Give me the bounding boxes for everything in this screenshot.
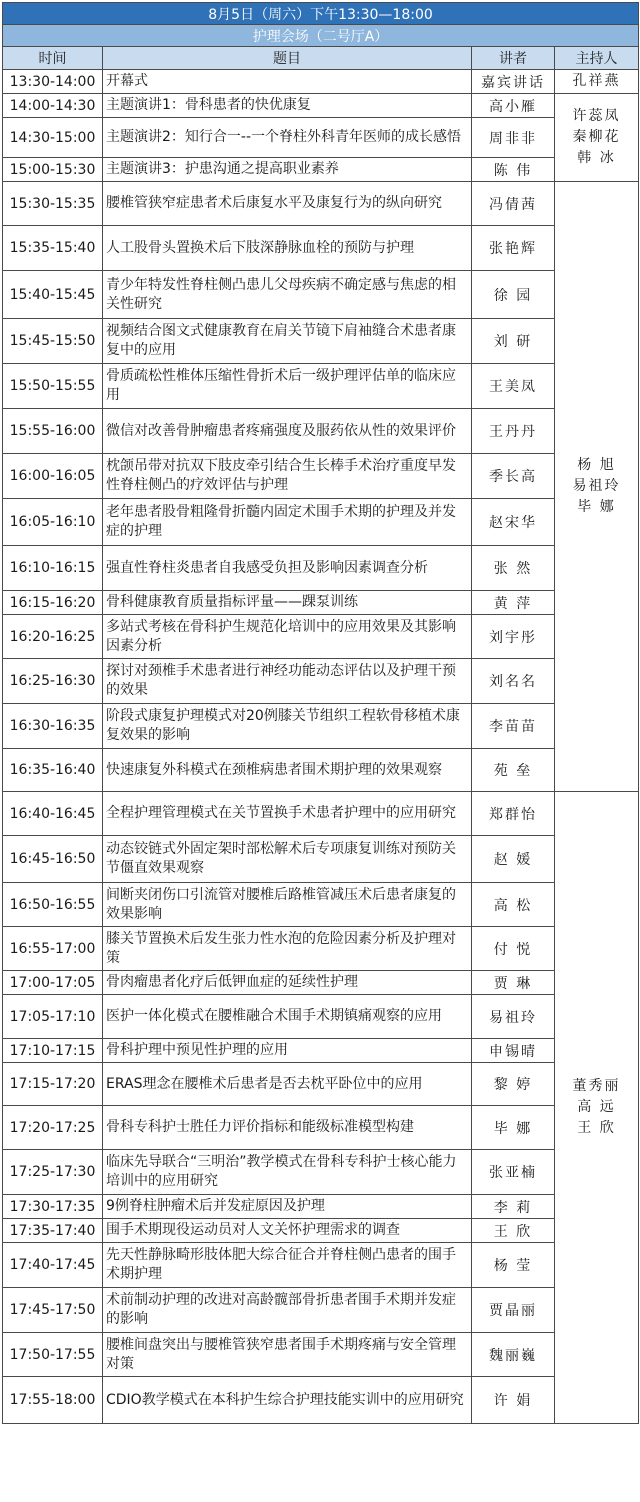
session-topic: 临床先导联合“三明治”教学模式在骨科专科护士核心能力培训中的应用研究	[103, 1150, 472, 1195]
session-topic: 骨科专科护士胜任力评价指标和能级标准模型构建	[103, 1106, 472, 1150]
session-speaker: 赵 媛	[472, 836, 555, 883]
schedule-row	[3, 1106, 639, 1150]
session-time: 13:30-14:00	[3, 70, 103, 94]
session-speaker: 张 然	[472, 546, 555, 591]
session-speaker: 王 欣	[472, 1219, 555, 1243]
schedule-row	[3, 615, 639, 659]
schedule-row	[3, 1063, 639, 1106]
session-time: 15:55-16:00	[3, 409, 103, 454]
session-time: 15:30-15:35	[3, 182, 103, 226]
session-topic: 骨科健康教育质量指标评量——踝泵训练	[103, 591, 472, 615]
session-topic: 9例脊柱肿瘤术后并发症原因及护理	[103, 1195, 472, 1219]
session-time: 17:25-17:30	[3, 1150, 103, 1195]
venue-header-row	[3, 25, 639, 47]
session-speaker: 王美凤	[472, 364, 555, 409]
column-header-speaker: 讲者	[472, 47, 555, 70]
host-name: 高 远	[577, 1099, 616, 1115]
host-name: 董秀丽	[572, 1078, 621, 1094]
session-time: 17:55-18:00	[3, 1377, 103, 1424]
session-topic: 老年患者股骨粗隆骨折髓内固定术围手术期的护理及并发症的护理	[103, 499, 472, 546]
session-speaker: 杨 莹	[472, 1243, 555, 1288]
host-name: 易祖玲	[572, 478, 621, 494]
session-topic: 青少年特发性脊柱侧凸患儿父母疾病不确定感与焦虑的相关性研究	[103, 271, 472, 319]
session-hosts	[555, 182, 639, 792]
session-topic: 腰椎间盘突出与腰椎管狭窄患者围手术期疼痛与安全管理对策	[103, 1333, 472, 1377]
schedule-row	[3, 591, 639, 615]
session-time: 16:30-16:35	[3, 704, 103, 749]
schedule-row	[3, 927, 639, 971]
session-topic: 动态铰链式外固定架时部松解术后专项康复训练对预防关节僵直效果观察	[103, 836, 472, 883]
session-speaker: 张艳辉	[472, 226, 555, 271]
session-speaker: 季长高	[472, 454, 555, 499]
session-time: 15:00-15:30	[3, 158, 103, 182]
session-time: 16:05-16:10	[3, 499, 103, 546]
session-topic: 间断夹闭伤口引流管对腰椎后路椎管减压术后患者康复的效果影响	[103, 883, 472, 927]
session-speaker: 高 松	[472, 883, 555, 927]
session-topic: CDIO教学模式在本科护生综合护理技能实训中的应用研究	[103, 1377, 472, 1424]
session-topic: 腰椎管狭窄症患者术后康复水平及康复行为的纵向研究	[103, 182, 472, 226]
date-header-row	[3, 3, 639, 25]
session-time: 15:35-15:40	[3, 226, 103, 271]
schedule-row	[3, 226, 639, 271]
session-time: 17:35-17:40	[3, 1219, 103, 1243]
schedule-table	[2, 2, 639, 1424]
session-speaker: 陈 伟	[472, 158, 555, 182]
column-header-row	[3, 47, 639, 70]
session-speaker: 冯倩茜	[472, 182, 555, 226]
schedule-row	[3, 546, 639, 591]
session-speaker: 毕 娜	[472, 1106, 555, 1150]
session-speaker: 李 莉	[472, 1195, 555, 1219]
session-time: 16:55-17:00	[3, 927, 103, 971]
schedule-row	[3, 118, 639, 158]
session-topic: 骨科护理中预见性护理的应用	[103, 1039, 472, 1063]
host-name: 韩 冰	[577, 150, 616, 166]
session-topic: 强直性脊柱炎患者自我感受负担及影响因素调查分析	[103, 546, 472, 591]
session-time: 17:45-17:50	[3, 1288, 103, 1333]
session-time: 17:40-17:45	[3, 1243, 103, 1288]
session-speaker: 周非非	[472, 118, 555, 158]
session-time: 15:45-15:50	[3, 319, 103, 364]
session-time: 16:15-16:20	[3, 591, 103, 615]
session-speaker: 黎 婷	[472, 1063, 555, 1106]
schedule-row	[3, 1039, 639, 1063]
column-header-topic: 题目	[103, 47, 472, 70]
session-topic: 医护一体化模式在腰椎融合术围手术期镇痛观察的应用	[103, 995, 472, 1039]
host-name: 杨 旭	[577, 457, 616, 473]
schedule-row	[3, 1150, 639, 1195]
date-header: 8月5日（周六）下午13:30—18:00	[3, 3, 639, 25]
session-topic: 阶段式康复护理模式对20例膝关节组织工程软骨移植术康复效果的影响	[103, 704, 472, 749]
session-topic: 视频结合图文式健康教育在肩关节镜下肩袖缝合术患者康复中的应用	[103, 319, 472, 364]
venue-header: 护理会场（二号厅A）	[3, 25, 639, 47]
session-time: 17:00-17:05	[3, 971, 103, 995]
schedule-row	[3, 1219, 639, 1243]
session-speaker: 付 悦	[472, 927, 555, 971]
host-name: 王 欣	[577, 1120, 616, 1136]
session-time: 14:00-14:30	[3, 94, 103, 118]
session-topic: 术前制动护理的改进对高龄髋部骨折患者围手术期并发症的影响	[103, 1288, 472, 1333]
schedule-row	[3, 319, 639, 364]
session-hosts	[555, 94, 639, 182]
host-name: 许蕊凤	[572, 108, 621, 124]
session-speaker: 刘宇彤	[472, 615, 555, 659]
schedule-row	[3, 792, 639, 836]
host-name: 秦柳花	[572, 129, 621, 145]
schedule-container	[2, 2, 638, 1424]
schedule-row	[3, 1288, 639, 1333]
schedule-row	[3, 364, 639, 409]
session-time: 15:50-15:55	[3, 364, 103, 409]
session-hosts	[555, 70, 639, 94]
session-topic: 主题演讲3：护患沟通之提高职业素养	[103, 158, 472, 182]
session-speaker: 申锡晴	[472, 1039, 555, 1063]
session-speaker: 刘名名	[472, 659, 555, 704]
schedule-row	[3, 995, 639, 1039]
session-speaker: 刘 研	[472, 319, 555, 364]
session-time: 17:50-17:55	[3, 1333, 103, 1377]
session-time: 16:35-16:40	[3, 749, 103, 792]
session-speaker: 易祖玲	[472, 995, 555, 1039]
session-time: 16:45-16:50	[3, 836, 103, 883]
session-time: 16:20-16:25	[3, 615, 103, 659]
schedule-row	[3, 704, 639, 749]
schedule-row	[3, 659, 639, 704]
session-speaker: 许 娟	[472, 1377, 555, 1424]
schedule-row	[3, 1377, 639, 1424]
schedule-row	[3, 836, 639, 883]
session-speaker: 赵宋华	[472, 499, 555, 546]
session-speaker: 嘉宾讲话	[472, 70, 555, 94]
session-time: 17:15-17:20	[3, 1063, 103, 1106]
schedule-row	[3, 94, 639, 118]
host-name: 孔祥燕	[572, 73, 621, 89]
schedule-row	[3, 1243, 639, 1288]
session-topic: 快速康复外科模式在颈椎病患者围术期护理的效果观察	[103, 749, 472, 792]
session-topic: 骨质疏松性椎体压缩性骨折术后一级护理评估单的临床应用	[103, 364, 472, 409]
schedule-row	[3, 749, 639, 792]
session-time: 15:40-15:45	[3, 271, 103, 319]
session-speaker: 苑 垒	[472, 749, 555, 792]
session-topic: 骨肉瘤患者化疗后低钾血症的延续性护理	[103, 971, 472, 995]
schedule-row	[3, 971, 639, 995]
session-speaker: 贾晶丽	[472, 1288, 555, 1333]
session-time: 17:20-17:25	[3, 1106, 103, 1150]
schedule-row	[3, 158, 639, 182]
session-topic: 人工股骨头置换术后下肢深静脉血栓的预防与护理	[103, 226, 472, 271]
session-topic: 先天性静脉畸形肢体肥大综合征合并脊柱侧凸患者的围手术期护理	[103, 1243, 472, 1288]
session-hosts	[555, 792, 639, 1424]
session-topic: 开幕式	[103, 70, 472, 94]
session-speaker: 徐 园	[472, 271, 555, 319]
schedule-row	[3, 454, 639, 499]
session-time: 16:10-16:15	[3, 546, 103, 591]
session-speaker: 魏丽巍	[472, 1333, 555, 1377]
session-time: 14:30-15:00	[3, 118, 103, 158]
session-speaker: 王丹丹	[472, 409, 555, 454]
session-topic: 围手术期现役运动员对人文关怀护理需求的调查	[103, 1219, 472, 1243]
session-topic: 全程护理管理模式在关节置换手术患者护理中的应用研究	[103, 792, 472, 836]
session-topic: 主题演讲1：骨科患者的快优康复	[103, 94, 472, 118]
host-name: 毕 娜	[577, 499, 616, 515]
session-topic: ERAS理念在腰椎术后患者是否去枕平卧位中的应用	[103, 1063, 472, 1106]
session-time: 16:50-16:55	[3, 883, 103, 927]
schedule-row	[3, 499, 639, 546]
session-topic: 膝关节置换术后发生张力性水泡的危险因素分析及护理对策	[103, 927, 472, 971]
session-time: 16:40-16:45	[3, 792, 103, 836]
session-topic: 探讨对颈椎手术患者进行神经功能动态评估以及护理干预的效果	[103, 659, 472, 704]
session-speaker: 郑群怡	[472, 792, 555, 836]
session-speaker: 贾 琳	[472, 971, 555, 995]
session-speaker: 李苗苗	[472, 704, 555, 749]
schedule-row	[3, 271, 639, 319]
session-time: 16:25-16:30	[3, 659, 103, 704]
column-header-time: 时间	[3, 47, 103, 70]
schedule-row	[3, 182, 639, 226]
session-speaker: 黄 萍	[472, 591, 555, 615]
schedule-row	[3, 883, 639, 927]
schedule-row	[3, 1195, 639, 1219]
session-time: 17:30-17:35	[3, 1195, 103, 1219]
schedule-row	[3, 1333, 639, 1377]
session-speaker: 张亚楠	[472, 1150, 555, 1195]
session-time: 17:10-17:15	[3, 1039, 103, 1063]
column-header-host: 主持人	[555, 47, 639, 70]
session-topic: 主题演讲2：知行合一--一个脊柱外科青年医师的成长感悟	[103, 118, 472, 158]
schedule-row	[3, 70, 639, 94]
session-speaker: 高小雁	[472, 94, 555, 118]
session-time: 17:05-17:10	[3, 995, 103, 1039]
session-topic: 多站式考核在骨科护生规范化培训中的应用效果及其影响因素分析	[103, 615, 472, 659]
session-time: 16:00-16:05	[3, 454, 103, 499]
schedule-row	[3, 409, 639, 454]
session-topic: 枕颌吊带对抗双下肢皮牵引结合生长棒手术治疗重度早发性脊柱侧凸的疗效评估与护理	[103, 454, 472, 499]
session-topic: 微信对改善骨肿瘤患者疼痛强度及服药依从性的效果评价	[103, 409, 472, 454]
